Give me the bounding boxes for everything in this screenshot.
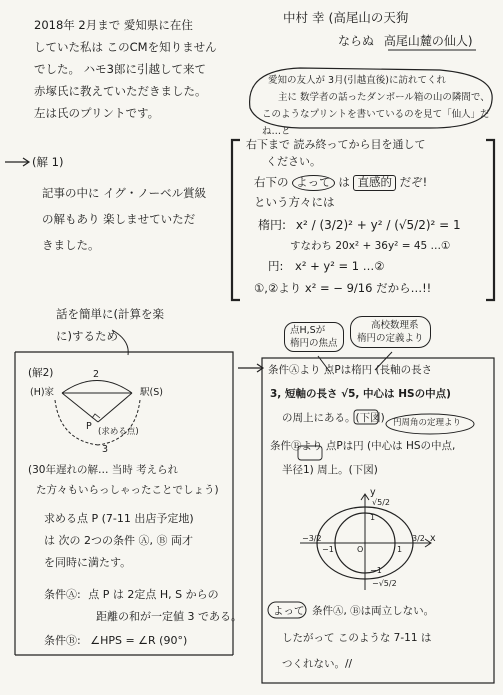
koko-line: 高校数理系 [371, 320, 419, 331]
plot-axis-x: x [430, 533, 436, 544]
plot-y-bottom: −√5/2 [372, 579, 397, 588]
rt-line2: という方々には [254, 194, 335, 209]
rt-header2: ください。 [266, 155, 321, 168]
diagram-point-p: P [86, 421, 92, 432]
foci-note [284, 322, 344, 352]
rt-circle-eq: x² + y² = 1 …② [295, 259, 385, 274]
plot-x-neg: −3/2 [302, 534, 322, 543]
kai2-body-line: を同時に満たす。 [44, 556, 132, 569]
author-alias-name: 高尾山麓の仙人) [383, 34, 473, 48]
plot-y-one: 1 [370, 513, 376, 522]
author-name: 中村 幸 (高尾山の天狗 [283, 10, 409, 25]
condA-label: 条件Ⓐ: [44, 588, 81, 601]
plot-origin: O [357, 545, 364, 554]
kai2-joke2: た方々もいらっしゃったことでしょう) [36, 484, 219, 496]
condB [44, 632, 187, 649]
diagram-bottom-length: 3 [102, 444, 109, 455]
diagram-right-label: 駅(S) [140, 387, 163, 398]
plot-y-top: √5/2 [372, 498, 390, 507]
condA-line1: 点 P は 2定点 H, S からの [88, 588, 219, 601]
plot-x-pos: 3/2 [412, 534, 425, 543]
kr-line4: 条件Ⓑより 点Pは円 (中心は HSの中点, [270, 440, 456, 452]
koko-line: 楕円の定義より [357, 333, 424, 344]
foci-line: 点H,Sが [290, 325, 326, 336]
rt-ellipse [246, 216, 484, 235]
kai2-label: (解2) [28, 367, 54, 379]
kai1-line: 記事の中に イグ・ノーベル賞級 [42, 186, 207, 200]
author-alias [338, 32, 473, 51]
kr-line3: の周上にある。(下図) [282, 412, 385, 424]
intro-line: していた私は このCMを知りません [34, 40, 217, 54]
rt-ellipse-label: 楕円: [258, 217, 287, 232]
simplify-line: 話を簡単に(計算を楽 [56, 307, 164, 321]
rt-circle [246, 258, 484, 276]
intro-text [34, 14, 217, 124]
diagram-left-label: (H)家 [30, 387, 55, 398]
kr-line1: 条件Ⓐより 点Pは楕円 (長軸の長さ [268, 364, 433, 376]
kr-line5: 半径1) 周上。(下図) [282, 464, 378, 476]
right-top-panel [246, 136, 484, 298]
kai1-body [42, 180, 206, 258]
bubble-text [262, 72, 503, 140]
kai1-line: の解もあり 楽しませていただ [42, 212, 196, 226]
rt-header: 右下まで 読み終ってから目を通して [246, 138, 426, 151]
rt-line1-prefix: 右下の [254, 175, 289, 189]
intro-line: でした。 ハモ3郎に引越して来て [34, 62, 206, 76]
kai2-body-line: は 次の 2つの条件 Ⓐ, Ⓑ 両才 [44, 534, 193, 547]
diagram-top-length: 2 [93, 369, 100, 380]
bracket-left [232, 140, 240, 300]
condA-line2: 距離の和が一定値 3 である。 [96, 610, 242, 623]
kr-final-line1: 条件Ⓐ, Ⓑは両立しない。 [312, 605, 435, 617]
kr-final-line3: つくれない。// [282, 658, 353, 670]
kr-enshu-note: 円周角の定理より [393, 418, 462, 428]
koko-note [350, 316, 431, 348]
kr-final-line2: したがって このような 7-11 は [282, 632, 432, 644]
rt-circle-label: 円: [268, 259, 284, 274]
intro-line: 2018年 2月まで 愛知県に在住 [34, 18, 193, 32]
kai1-line: きました。 [42, 238, 100, 252]
intro-line: 左は氏のプリントです。 [34, 106, 160, 120]
kai2-body [44, 508, 194, 574]
bubble-line: このようなプリントを書いているのを見て「仙人」だね…と [262, 109, 490, 137]
bracket-right [486, 140, 494, 300]
plot-x-neg1: −1 [322, 545, 334, 554]
bubble-line: 主に 数学者の話ったダンボール箱の山の隣間で、 [278, 92, 490, 103]
rt-line1-suffix: だぞ! [399, 175, 428, 189]
author-alias-prefix: ならぬ [338, 34, 375, 48]
simplify-note [56, 303, 164, 347]
kai2-body-line: 求める点 P (7-11 出店予定地) [44, 512, 194, 525]
rt-chokkan-box: 直感的 [353, 175, 396, 191]
segment-sp [98, 393, 132, 422]
foci-line: 楕円の焦点 [290, 338, 338, 349]
plot-axis-y: y [370, 487, 376, 498]
rt-ellipse-eq: x² / (3/2)² + y² / (√5/2)² = 1 [295, 217, 461, 232]
simplify-line: に)するため [56, 329, 118, 343]
intro-line: 赤塚氏に教えていただきました。 [34, 84, 207, 98]
rt-line1-mid: は [338, 175, 350, 189]
rt-combine: ①,②より x² = − 9/16 だから…!! [254, 281, 432, 296]
condB-label: 条件Ⓑ: [44, 634, 81, 647]
kr-final-circ: よって [273, 605, 305, 617]
kai2-joke: (30年遅れの解… 当時 考えられ [28, 464, 179, 476]
rt-sunawachi: すなわち 20x² + 36y² = 45 …① [290, 240, 451, 253]
condA [44, 586, 219, 603]
condB-text: ∠HPS = ∠R (90°) [90, 634, 188, 647]
plot-y-neg-one: −1 [370, 566, 382, 575]
rt-yotte-circle: よって [292, 175, 335, 191]
rt-line1 [246, 174, 484, 192]
kai1-label: (解 1) [32, 155, 64, 169]
kr-line2: 3, 短軸の長さ √5, 中心は HSの中点) [270, 388, 451, 400]
plot-x-pos1: 1 [397, 545, 403, 554]
bubble-line: 愛知の友人が 3月(引越直後)に訪れてくれ [268, 75, 446, 86]
diagram-caption: (求める点) [98, 427, 139, 437]
